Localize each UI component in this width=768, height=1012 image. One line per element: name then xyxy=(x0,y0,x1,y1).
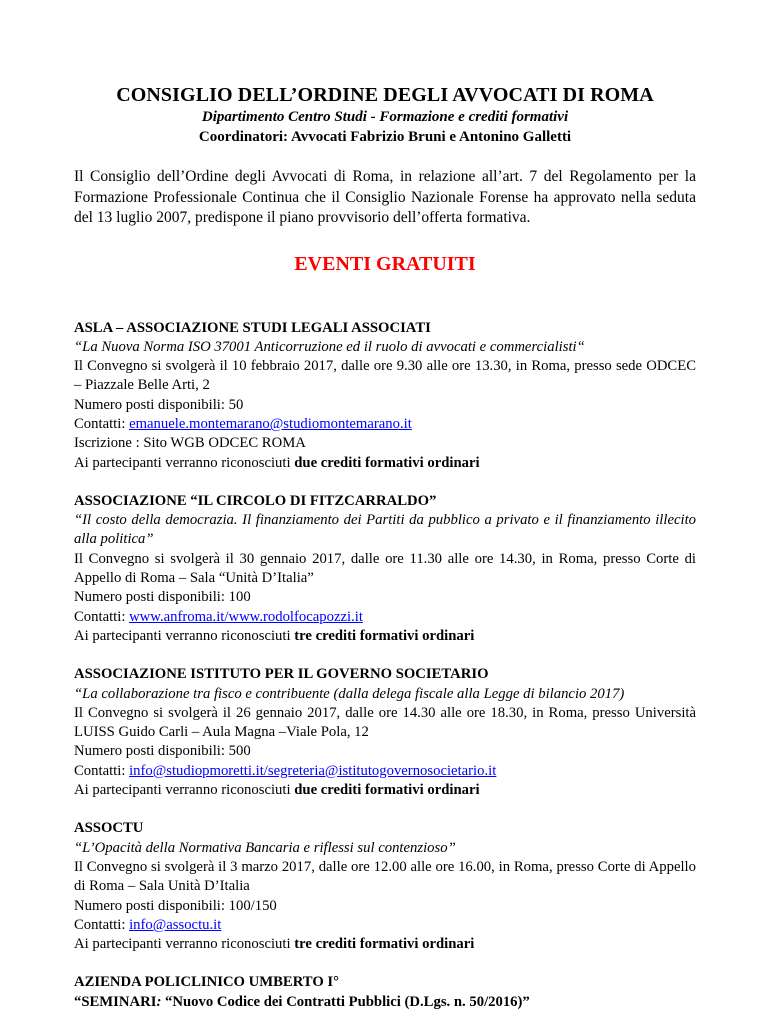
event-title: “L’Opacità della Normativa Bancaria e riflessi sul contenzioso” xyxy=(74,839,696,858)
coordinators-line: Coordinatori: Avvocati Fabrizio Bruni e Antonino Galletti xyxy=(74,127,696,147)
credits-amount: due crediti formativi ordinari xyxy=(294,455,479,471)
event-description: Il Convegno si svolgerà il 10 febbraio 2017, dalle ore 9.30 alle ore 13.30, in Roma, presso sede ODCEC – Piazzale Belle Arti, 2 xyxy=(74,357,696,396)
credits-amount: tre crediti formativi ordinari xyxy=(294,628,474,644)
department-subtitle: Dipartimento Centro Studi - Formazione e crediti formativi xyxy=(74,108,696,127)
event-seats: Numero posti disponibili: 50 xyxy=(74,396,696,415)
event-organizer: ASSOCIAZIONE “IL CIRCOLO DI FITZCARRALDO” xyxy=(74,492,696,511)
page-title: CONSIGLIO DELL’ORDINE DEGLI AVVOCATI DI ROMA xyxy=(74,82,696,108)
event-title: “La Nuova Norma ISO 37001 Anticorruzione ed il ruolo di avvocati e commercialisti“ xyxy=(74,338,696,357)
event-organizer: ASSOCIAZIONE ISTITUTO PER IL GOVERNO SOCIETARIO xyxy=(74,665,696,684)
event-description: Il Convegno si svolgerà il 3 marzo 2017, dalle ore 12.00 alle ore 16.00, in Roma, presso Corte di Appello di Roma – Sala Unità D’Italia xyxy=(74,858,696,897)
event-credits xyxy=(74,781,696,800)
event-seats: Numero posti disponibili: 100/150 xyxy=(74,897,696,916)
event-credits xyxy=(74,627,696,646)
credits-prefix: Ai partecipanti verranno riconosciuti xyxy=(74,628,294,644)
event-credits xyxy=(74,454,696,473)
seminar-colon: : xyxy=(156,994,161,1010)
events-list xyxy=(74,319,696,1012)
credits-prefix: Ai partecipanti verranno riconosciuti xyxy=(74,936,294,952)
event-organizer: ASSOCTU xyxy=(74,819,696,838)
credits-amount: due crediti formativi ordinari xyxy=(294,782,479,798)
seminar-line xyxy=(74,993,696,1012)
contacts-label: Contatti: xyxy=(74,416,129,432)
event-seats: Numero posti disponibili: 100 xyxy=(74,588,696,607)
contacts-label: Contatti: xyxy=(74,917,129,933)
event-registration: Iscrizione : Sito WGB ODCEC ROMA xyxy=(74,434,696,453)
seminar-prefix: “SEMINARI xyxy=(74,994,156,1010)
seminar-title: “Nuovo Codice dei Contratti Pubblici (D.Lgs. n. 50/2016)” xyxy=(161,994,529,1010)
event-fitzcarraldo xyxy=(74,492,696,646)
credits-prefix: Ai partecipanti verranno riconosciuti xyxy=(74,455,294,471)
document-content xyxy=(74,82,696,1012)
document-header xyxy=(74,82,696,147)
event-policlinico xyxy=(74,973,696,1012)
event-contacts xyxy=(74,415,696,434)
event-governo-societario xyxy=(74,665,696,800)
credits-prefix: Ai partecipanti verranno riconosciuti xyxy=(74,782,294,798)
event-title: “La collaborazione tra fisco e contribuente (dalla delega fiscale alla Legge di bilancio 2017) xyxy=(74,685,696,704)
section-title: EVENTI GRATUITI xyxy=(74,251,696,277)
event-organizer: AZIENDA POLICLINICO UMBERTO I° xyxy=(74,973,696,992)
event-asla xyxy=(74,319,696,473)
contacts-label: Contatti: xyxy=(74,763,129,779)
contacts-link[interactable]: info@studiopmoretti.it/segreteria@istitutogovernosocietario.it xyxy=(129,763,496,779)
event-seats: Numero posti disponibili: 500 xyxy=(74,742,696,761)
credits-amount: tre crediti formativi ordinari xyxy=(294,936,474,952)
event-description: Il Convegno si svolgerà il 30 gennaio 2017, dalle ore 11.30 alle ore 14.30, in Roma, presso Corte di Appello di Roma – Sala “Unità D’Italia” xyxy=(74,550,696,589)
event-title: “Il costo della democrazia. Il finanziamento dei Partiti da pubblico a privato e il finanziamento illecito alla politica” xyxy=(74,511,696,550)
contacts-link[interactable]: info@assoctu.it xyxy=(129,917,221,933)
contacts-link[interactable]: www.anfroma.it/www.rodolfocapozzi.it xyxy=(129,609,363,625)
contacts-label: Contatti: xyxy=(74,609,129,625)
event-contacts xyxy=(74,916,696,935)
event-contacts xyxy=(74,608,696,627)
contacts-link[interactable]: emanuele.montemarano@studiomontemarano.it xyxy=(129,416,412,432)
event-description: Il Convegno si svolgerà il 26 gennaio 2017, dalle ore 14.30 alle ore 18.30, in Roma, presso Università LUISS Guido Carli – Aula Magna –Viale Pola, 12 xyxy=(74,704,696,743)
event-credits xyxy=(74,935,696,954)
event-assoctu xyxy=(74,819,696,954)
intro-paragraph: Il Consiglio dell’Ordine degli Avvocati di Roma, in relazione all’art. 7 del Regolamento per la Formazione Professionale Continua che il Consiglio Nazionale Forense ha approvato nella seduta del 13 luglio 2007, predispone il piano provvisorio dell’offerta formativa. xyxy=(74,167,696,229)
event-organizer: ASLA – ASSOCIAZIONE STUDI LEGALI ASSOCIATI xyxy=(74,319,696,338)
event-contacts xyxy=(74,762,696,781)
